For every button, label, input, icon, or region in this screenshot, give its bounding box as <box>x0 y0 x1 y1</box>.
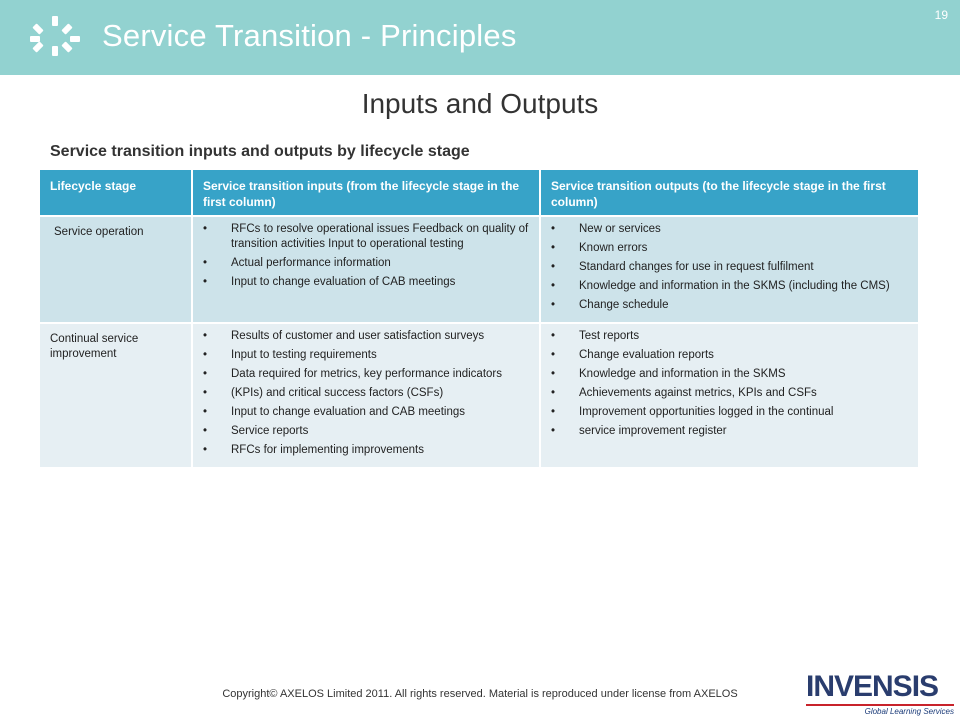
stage-cell: Service operation <box>40 216 192 323</box>
outputs-cell <box>540 216 918 323</box>
header-title: Service Transition - Principles <box>102 18 517 53</box>
column-header-inputs: Service transition inputs (from the lifecycle stage in the first column) <box>192 170 540 216</box>
list-item: • Knowledge and information in the SKMS (including the CMS) <box>551 279 908 294</box>
list-item: • Data required for metrics, key performance indicators <box>203 367 529 382</box>
list-item: • New or services <box>551 222 908 237</box>
header-bar <box>0 0 960 75</box>
table-row <box>40 216 918 323</box>
inputs-cell <box>192 216 540 323</box>
invensis-logo <box>806 670 954 716</box>
slide-number: 19 <box>934 8 948 22</box>
column-header-outputs: Service transition outputs (to the lifecycle stage in the first column) <box>540 170 918 216</box>
outputs-list <box>551 222 908 313</box>
list-item: • Test reports <box>551 329 908 344</box>
page-subtitle: Service transition inputs and outputs by lifecycle stage <box>50 143 470 160</box>
list-item: • Service reports <box>203 424 529 439</box>
spinner-logo-icon <box>30 14 80 58</box>
list-item: • Results of customer and user satisfaction surveys <box>203 329 529 344</box>
list-item: • Input to testing requirements <box>203 348 529 363</box>
inputs-outputs-table <box>40 170 918 467</box>
list-item: • Input to change evaluation and CAB meetings <box>203 405 529 420</box>
table-row <box>40 323 918 467</box>
list-item: • Known errors <box>551 241 908 256</box>
list-item: • RFCs for implementing improvements <box>203 443 529 458</box>
list-item: • Standard changes for use in request fulfilment <box>551 260 908 275</box>
page-title: Inputs and Outputs <box>361 88 599 119</box>
list-item: • service improvement register <box>551 424 908 439</box>
list-item: • Improvement opportunities logged in the continual <box>551 405 908 420</box>
outputs-cell <box>540 323 918 467</box>
list-item: • Change schedule <box>551 298 908 313</box>
outputs-list <box>551 329 908 439</box>
inputs-list <box>203 329 529 458</box>
brand-name: INVENSIS <box>806 670 939 703</box>
stage-cell: Continual service improvement <box>40 323 192 467</box>
column-header-stage: Lifecycle stage <box>40 170 192 216</box>
list-item: • Knowledge and information in the SKMS <box>551 367 908 382</box>
table-header-row <box>40 170 918 216</box>
list-item: • Achievements against metrics, KPIs and CSFs <box>551 386 908 401</box>
list-item: • Actual performance information <box>203 256 529 271</box>
list-item: • RFCs to resolve operational issues Feedback on quality of transition activities Input to operational testing <box>203 222 529 252</box>
inputs-list <box>203 222 529 290</box>
inputs-cell <box>192 323 540 467</box>
copyright-notice: Copyright© AXELOS Limited 2011. All rights reserved. Material is reproduced under license from AXELOS <box>222 688 738 700</box>
brand-tagline: Global Learning Services <box>806 704 954 716</box>
list-item: • (KPIs) and critical success factors (CSFs) <box>203 386 529 401</box>
list-item: • Input to change evaluation of CAB meetings <box>203 275 529 290</box>
list-item: • Change evaluation reports <box>551 348 908 363</box>
